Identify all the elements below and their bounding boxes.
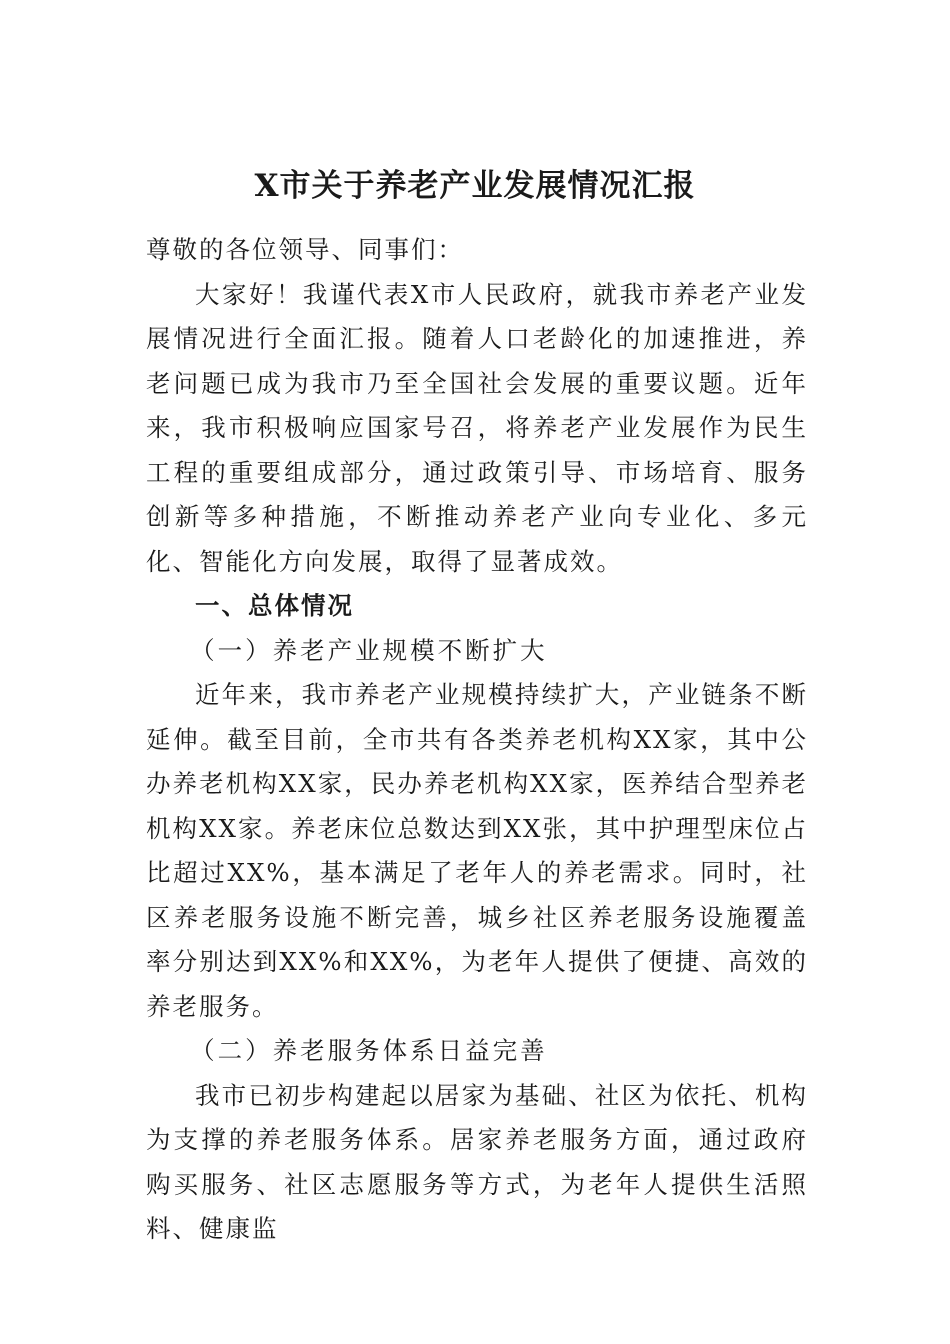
document-title: X市关于养老产业发展情况汇报: [254, 168, 696, 204]
document-body: [146, 228, 808, 1252]
salutation: 尊敬的各位领导、同事们：: [146, 235, 464, 264]
section-heading-overview: 一、总体情况: [195, 591, 354, 620]
subsection-heading-service-system: （二）养老服务体系日益完善: [190, 1036, 548, 1065]
intro-paragraph: 大家好！我谨代表X市人民政府，就我市养老产业发展情况进行全面汇报。随着人口老龄化的加速推进，养老问题已成为我市乃至全国社会发展的重要议题。近年来，我市积极响应国家号召，将养老产业发展作为民生工程的重要组成部分，通过政策引导、市场培育、服务创新等多种措施，不断推动养老产业向专业化、多元化、智能化方向发展，取得了显著成效。: [146, 279, 808, 576]
subsection-heading-scale: （一）养老产业规模不断扩大: [190, 635, 548, 665]
paragraph-service-system: 我市已初步构建起以居家为基础、社区为依托、机构为支撑的养老服务体系。居家养老服务方面，通过政府购买服务、社区志愿服务等方式，为老年人提供生活照料、健康监: [146, 1080, 808, 1243]
paragraph-scale: 近年来，我市养老产业规模持续扩大，产业链条不断延伸。截至目前，全市共有各类养老机构XX家，其中公办养老机构XX家，民办养老机构XX家，医养结合型养老机构XX家。养老床位总数达到XX张，其中护理型床位占比超过XX%，基本满足了老年人的养老需求。同时，社区养老服务设施不断完善，城乡社区养老服务设施覆盖率分别达到XX%和XX%，为老年人提供了便捷、高效的养老服务。: [146, 680, 808, 1021]
